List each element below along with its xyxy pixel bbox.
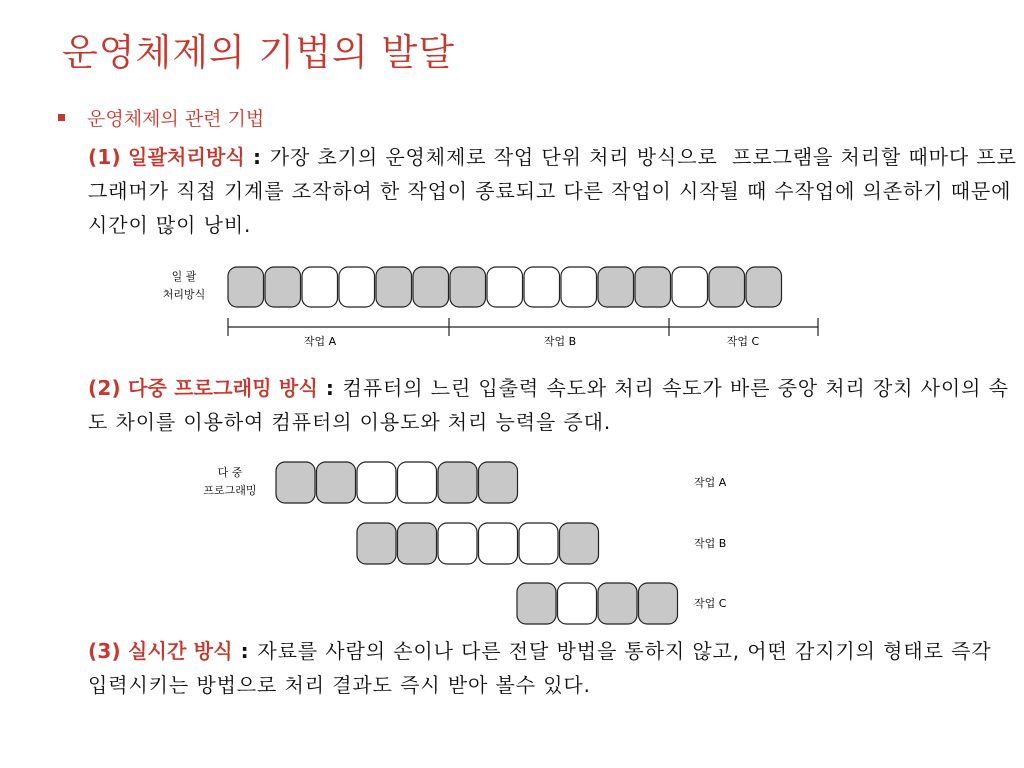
- multiprog-process-block: [398, 523, 437, 564]
- multiprog-process-block: [357, 523, 396, 564]
- multiprog-process-block: [438, 462, 477, 503]
- batch-process-block: [746, 267, 782, 307]
- batch-process-block: [450, 267, 486, 307]
- job-a-label: 작업 A: [303, 335, 337, 348]
- multiprog-process-block: [598, 583, 637, 624]
- batch-process-block: [635, 267, 671, 307]
- section3-colon: :: [232, 639, 258, 663]
- bullet-text: 운영체제의 관련 기법: [87, 107, 265, 130]
- section2-heading: (2) 다중 프로그래밍 방식: [88, 376, 318, 400]
- batch-process-block: [709, 267, 745, 307]
- batch-process-block: [524, 267, 560, 307]
- diagram2-label-line2: 프로그래밍: [203, 484, 257, 497]
- section1-heading: (1) 일괄처리방식: [88, 145, 246, 169]
- row-b-job-label: 작업 B: [694, 537, 727, 550]
- batch-process-block: [487, 267, 523, 307]
- row-c-job-label: 작업 C: [694, 597, 727, 610]
- multiprog-process-block: [398, 462, 437, 503]
- bullet-heading: [58, 103, 264, 131]
- multiprog-process-block: [560, 523, 599, 564]
- section-multiprogramming: [88, 371, 1018, 439]
- batch-process-block: [672, 267, 708, 307]
- multiprog-process-block: [317, 462, 356, 503]
- square-bullet-icon: [58, 114, 65, 121]
- batch-process-block: [339, 267, 375, 307]
- batch-process-block: [376, 267, 412, 307]
- multiprog-process-block: [357, 462, 396, 503]
- diagram2-label-line1: 다 중: [217, 466, 243, 479]
- multiprog-process-block: [438, 523, 477, 564]
- batch-process-block: [598, 267, 634, 307]
- section-realtime: [88, 634, 1018, 702]
- job-c-label: 작업 C: [726, 335, 760, 348]
- multiprog-process-block: [479, 462, 518, 503]
- job-b-label: 작업 B: [543, 335, 577, 348]
- batch-process-block: [302, 267, 338, 307]
- batch-process-block: [228, 267, 264, 307]
- multiprog-process-block: [517, 583, 556, 624]
- section3-heading: (3) 실시간 방식: [88, 639, 233, 663]
- row-a-job-label: 작업 A: [694, 476, 727, 489]
- multiprog-process-block: [558, 583, 597, 624]
- section1-body: 가장 초기의 운영체제로 작업 단위 처리 방식으로 프로그램을 처리할 때마다 프로그래머가 직접 기계를 조작하여 한 작업이 종료되고 다른 작업이 시작될 때 수작업에 의존하기 때문에 시간이 많이 낭비.: [88, 145, 1019, 237]
- section2-body: 컴퓨터의 느린 입출력 속도와 처리 속도가 바른 중앙 처리 장치 사이의 속도 차이를 이용하여 컴퓨터의 이용도와 처리 능력을 증대.: [88, 376, 1009, 434]
- slide-title: 운영체제의 기법의 발달: [62, 31, 455, 74]
- batch-process-block: [561, 267, 597, 307]
- section3-body: 자료를 사람의 손이나 다른 전달 방법을 통하지 않고, 어떤 감지기의 형태로 즉각 입력시키는 방법으로 처리 결과도 즉시 받아 볼수 있다.: [88, 639, 999, 697]
- multiprog-process-block: [276, 462, 315, 503]
- multiprog-process-block: [479, 523, 518, 564]
- multiprog-process-block: [639, 583, 678, 624]
- section-batch-processing: [88, 140, 1018, 242]
- section1-colon: :: [245, 145, 270, 169]
- diagram1-label-line1: 일 괄: [171, 270, 197, 283]
- multiprog-process-block: [519, 523, 558, 564]
- batch-process-block: [265, 267, 301, 307]
- diagram1-label-line2: 처리방식: [162, 288, 206, 301]
- section2-colon: :: [317, 376, 343, 400]
- batch-process-block: [413, 267, 449, 307]
